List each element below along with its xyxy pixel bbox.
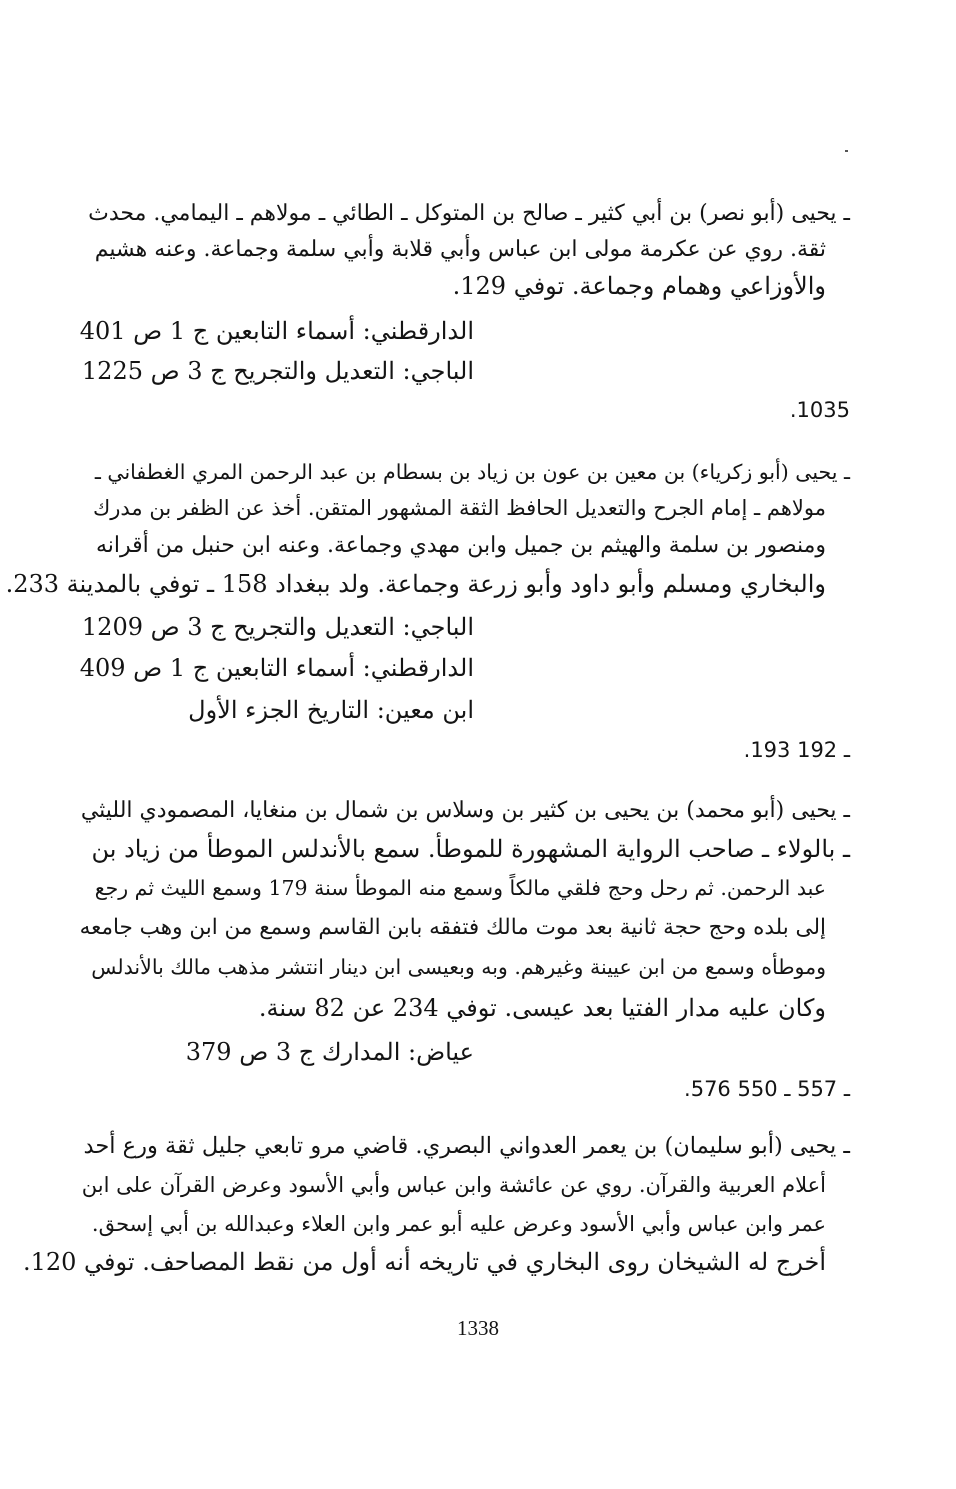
entry-2-pages: .193 ـ 192 bbox=[743, 738, 850, 762]
entry-3-line-1: ـ يحيى (أبو محمد) بن يحيى بن كثير بن وسلاس بن شمال بن منغايا، المصمودي الليثي bbox=[80, 798, 850, 823]
entry-4-line-3: عمر وابن عباس وأبي الأسود وعرض عليه أبو عمر وابن العلاء وعبدالله بن أبي إسحق. bbox=[91, 1212, 826, 1236]
entry-3-line-5: وموطأه وسمع من ابن عيينة وغيرهم. وبه وبعيسى ابن دينار انتشر مذهب مالك بالأندلس bbox=[91, 955, 826, 979]
entry-1-line-1: ـ يحيى (أبو نصر) بن أبي كثير ـ صالح بن المتوكل ـ الطائي ـ مولاهم ـ اليمامي. محدث bbox=[88, 201, 850, 226]
entry-3-ref-1: عياض: المدارك ج 3 ص 379 bbox=[185, 1038, 474, 1066]
entry-2-line-1: ـ يحيى (أبو زكرياء) بن معين بن عون بن زياد بن بسطام بن عبد الرحمن المري الغطفاني ـ bbox=[94, 460, 850, 484]
entry-1-pages: .1035 bbox=[789, 398, 850, 422]
entry-1-line-3: والأوزاعي وهمام وجماعة. توفي 129. bbox=[452, 272, 826, 300]
entry-2-line-2: مولاهم ـ إمام الجرح والتعديل الحافظ الثقة المشهور المتقن. أخذ عن الظفر بن مدرك bbox=[92, 496, 826, 520]
entry-3-line-3: عبد الرحمن. ثم رحل وحج فلقي مالكاً وسمع منه الموطأ سنة 179 وسمع الليث ثم رجع bbox=[94, 876, 826, 900]
scan-speck bbox=[845, 150, 848, 152]
entry-1-line-2: ثقة. روي عن عكرمة مولى ابن عباس وأبي قلابة وأبي سلمة وجماعة. وعنه هشيم bbox=[94, 237, 826, 262]
entry-4-line-2: أعلام العربية والقرآن. روي عن عائشة وابن عباس وأبي الأسود وعرض القرآن على ابن bbox=[81, 1173, 826, 1197]
entry-3-line-6: وكان عليه مدار الفتيا بعد عيسى. توفي 234 عن 82 سنة. bbox=[258, 994, 826, 1022]
entry-2-ref-1: الباجي: التعديل والتجريح ج 3 ص 1209 bbox=[81, 613, 474, 641]
entry-3-line-2: ـ بالولاء ـ صاحب الرواية المشهورة للموطأ. سمع بالأندلس الموطأ من زياد بن bbox=[91, 835, 850, 863]
entry-2-ref-3: ابن معين: التاريخ الجزء الأول bbox=[188, 696, 474, 724]
entry-3-pages: .576 ـ 557 ـ 550 bbox=[684, 1077, 850, 1101]
entry-1-ref-1: الدارقطني: أسماء التابعين ج 1 ص 401 bbox=[79, 317, 474, 345]
entry-2-ref-2: الدارقطني: أسماء التابعين ج 1 ص 409 bbox=[79, 654, 474, 682]
entry-1-ref-2: الباجي: التعديل والتجريح ج 3 ص 1225 bbox=[81, 357, 474, 385]
entry-2-line-3: ومنصور بن سلمة والهيثم بن جميل وابن مهدي وجماعة. وعنه ابن حنبل من أقرانه bbox=[95, 533, 826, 558]
entry-2-line-4: والبخاري ومسلم وأبو داود وأبو زرعة وجماعة. ولد ببغداد 158 ـ توفي بالمدينة 233. bbox=[5, 570, 826, 598]
entry-3-line-4: إلى بلده وحج حجة ثانية بعد موت مالك فتفقه بابن القاسم وسمع من ابن وهب جامعه bbox=[79, 915, 826, 940]
entry-4-line-1: ـ يحيى (أبو سليمان) بن يعمر العدواني البصري. قاضي مرو تابعي جليل ثقة ورع أحد bbox=[83, 1133, 850, 1159]
entry-4-line-4: أخرج له الشيخان روى البخاري في تاريخه أنه أول من نقط المصاحف. توفي 120. bbox=[22, 1248, 826, 1276]
page-number: 1338 bbox=[457, 1316, 499, 1340]
